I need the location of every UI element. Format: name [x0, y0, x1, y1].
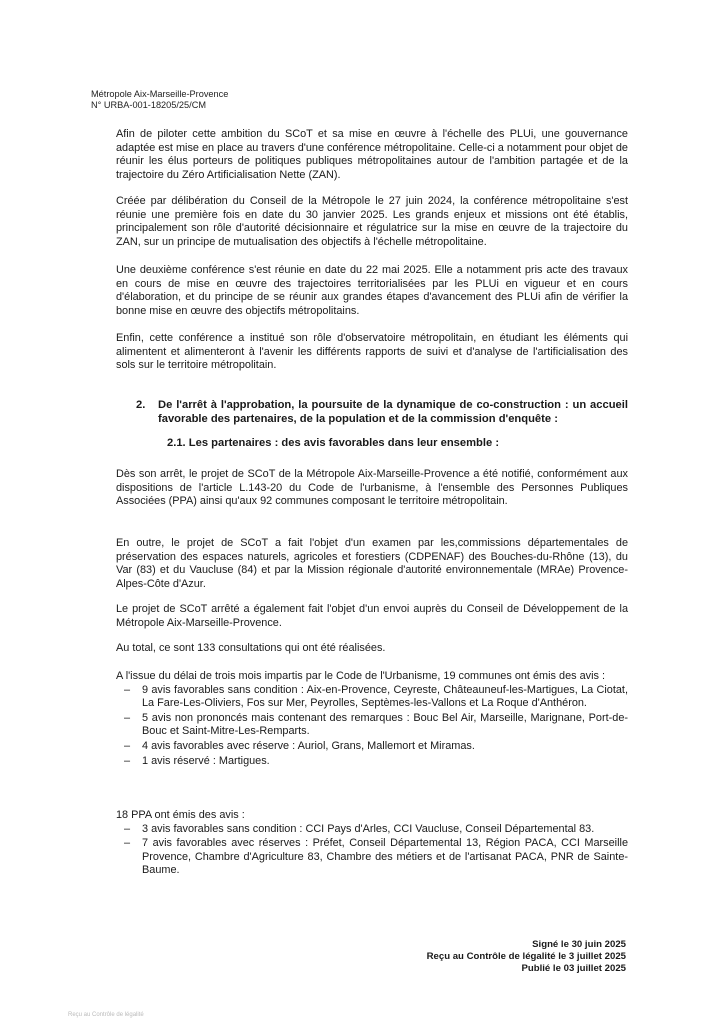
list-item — [116, 755, 628, 769]
dash-bullet: – — [124, 822, 131, 835]
list-item — [116, 684, 628, 711]
list-item-text: 4 avis favorables avec réserve : Auriol, Grans, Mallemort et Miramas. — [142, 739, 475, 752]
dash-bullet: – — [124, 754, 131, 767]
list-item — [116, 837, 628, 878]
reference-number: N° URBA-001-18205/25/CM — [91, 100, 206, 110]
subsection-2-1-heading: 2.1. Les partenaires : des avis favorables dans leur ensemble : — [167, 437, 500, 449]
paragraph-text: A l'issue du délai de trois mois impartis par le Code de l'Urbanisme, 19 communes ont émis des avis : — [116, 670, 606, 682]
section-title: De l'arrêt à l'approbation, la poursuite de la dynamique de co-construction : un accueil favorable des partenaires, de la population et de la commission d'enquête : — [158, 399, 628, 425]
legality-stamp — [427, 939, 626, 975]
paragraph-text: Dès son arrêt, le projet de SCoT de la Métropole Aix-Marseille-Provence a été notifié, conformément aux dispositions de l'article L.143-20 du Code de l'urbanisme, à l'ensemble des Personnes Publiques Associées (PPA) ainsi qu'aux 92 communes composant le territoire métropolitain. — [116, 468, 628, 508]
section-2-heading — [116, 398, 628, 426]
paragraph-conference-creation — [116, 195, 628, 249]
published-date: Publié le 03 juillet 2025 — [521, 963, 626, 974]
paragraph-text: 18 PPA ont émis des avis : — [116, 809, 245, 821]
list-item-text: 9 avis favorables sans condition : Aix-en-Provence, Ceyreste, Châteauneuf-les-Martigues, La Ciotat, La Fare-Les-Oliviers, Fos sur Mer, Peyrolles, Septèmes-les-Vallons et La Roque d'Anthéron. — [142, 683, 628, 710]
communes-list — [116, 684, 628, 769]
paragraph-text: Une deuxième conférence s'est réunie en date du 22 mai 2025. Elle a notamment pris acte des travaux en cours de mise en œuvre des trajectoires territorialisées par les PLUi en vigueur et en cours d'élaboration, et du principe de se réunir aux grandes étapes d'avancement des PLUi afin de vérifier la bonne mise en œuvre des objectifs métropolitains. — [116, 264, 628, 317]
paragraph-total-consultations — [116, 642, 628, 656]
paragraph-text: Au total, ce sont 133 consultations qui ont été réalisées. — [116, 642, 386, 654]
signed-date: Signé le 30 juin 2025 — [532, 939, 626, 950]
paragraph-development-council — [116, 603, 628, 630]
ppa-opinions-block — [116, 809, 628, 879]
paragraph-text: Enfin, cette conférence a institué son rôle d'observatoire métropolitain, en étudiant les éléments qui alimentent et alimenteront à l'avenir les différents rapports de suivi et d'analyse de l'artificialisation des sols sur le territoire métropolitain. — [116, 332, 628, 372]
paragraph-cdpenaf — [116, 537, 628, 591]
paragraph-notification — [116, 468, 628, 509]
received-date: Reçu au Contrôle de légalité le 3 juillet 2025 — [426, 951, 626, 962]
paragraph-governance — [116, 128, 628, 182]
list-item — [116, 823, 628, 837]
dash-bullet: – — [124, 739, 131, 752]
paragraph-second-conference — [116, 264, 628, 318]
paragraph-text: Afin de piloter cette ambition du SCoT et sa mise en œuvre à l'échelle des PLUi, une gouvernance adaptée est mise en place au travers d'une conférence métropolitaine. Celle-ci a notamment pour objet de réunir les élus porteurs de politiques publiques métropolitaines autour de l'ambition partagée et de la trajectoire du Zéro Artificialisation Nette (ZAN). — [116, 128, 628, 181]
list-item-text: 1 avis réservé : Martigues. — [142, 754, 270, 767]
list-item — [116, 712, 628, 739]
dash-bullet: – — [124, 837, 131, 850]
dash-bullet: – — [124, 683, 131, 696]
section-number: 2. — [136, 399, 146, 411]
list-item — [116, 740, 628, 754]
faint-watermark: Reçu au Contrôle de légalité — [68, 1012, 144, 1018]
list-item-text: 7 avis favorables avec réserves : Préfet, Conseil Départemental 13, Région PACA, CCI Marseille Provence, Chambre d'Agriculture 83, Chambre des métiers et de l'artisanat PACA, PNR de Sainte-Baume. — [142, 837, 628, 877]
paragraph-text: En outre, le projet de SCoT a fait l'objet d'un examen par les,commissions départementales de préservation des espaces naturels, agricoles et forestiers (CDPENAF) des Bouches-du-Rhône (13), du Var (83) et du Vaucluse (84) et par la Mission régionale d'autorité environnementale (MRAe) Provence-Alpes-Côte d'Azur. — [116, 537, 628, 590]
paragraph-text: Le projet de SCoT arrêté a également fait l'objet d'un envoi auprès du Conseil de Développement de la Métropole Aix-Marseille-Provence. — [116, 603, 628, 629]
document-header — [91, 89, 228, 111]
organization-name: Métropole Aix-Marseille-Provence — [91, 89, 229, 99]
list-item-text: 5 avis non prononcés mais contenant des remarques : Bouc Bel Air, Marseille, Marignane, Port-de-Bouc et Saint-Mitre-Les-Remparts. — [142, 711, 628, 738]
paragraph-observatory — [116, 332, 628, 373]
list-item-text: 3 avis favorables sans condition : CCI Pays d'Arles, CCI Vaucluse, Conseil Départemental 83. — [142, 822, 595, 835]
dash-bullet: – — [124, 711, 131, 724]
ppa-list — [116, 823, 628, 878]
communes-opinions-block — [116, 670, 628, 769]
paragraph-text: Créée par délibération du Conseil de la Métropole le 27 juin 2024, la conférence métropolitaine s'est réunie une première fois en date du 30 janvier 2025. Les grands enjeux et missions ont été établis, principalement son rôle d'autorité décisionnaire et régulatrice sur la mise en œuvre de la trajectoire du ZAN, sur un principe de mutualisation des objectifs à l'échelle métropolitaine. — [116, 195, 628, 248]
